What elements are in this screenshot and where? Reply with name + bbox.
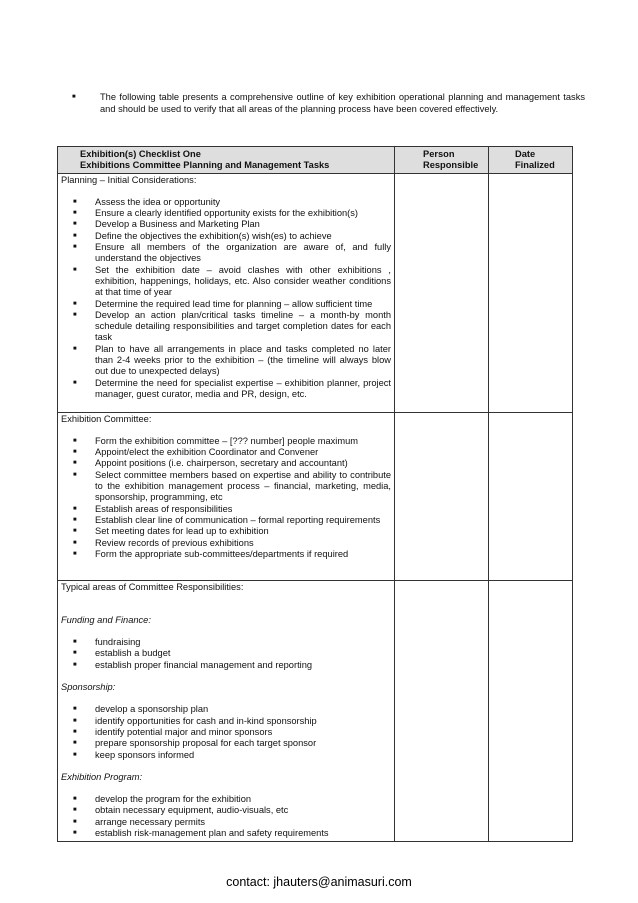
bullet-icon: ■ — [72, 94, 76, 100]
bullet-icon: ■ — [73, 437, 77, 444]
bullet-icon: ■ — [73, 650, 77, 657]
bullet-icon: ■ — [73, 751, 77, 758]
list-item-text: identify opportunities for cash and in-kind sponsorship — [95, 715, 317, 726]
planning-list — [61, 197, 391, 400]
bullet-icon: ■ — [73, 661, 77, 668]
list-item — [61, 265, 391, 299]
bullet-icon: ■ — [73, 232, 77, 239]
intro-paragraph — [70, 91, 585, 115]
bullet-icon: ■ — [73, 528, 77, 535]
sponsorship-title: Sponsorship: — [61, 682, 116, 693]
responsibilities-cell — [58, 580, 395, 842]
list-item — [61, 716, 391, 727]
bullet-icon: ■ — [73, 796, 77, 803]
list-item-text: identify potential major and minor sponsors — [95, 726, 273, 737]
list-item-text: Set the exhibition date – avoid clashes with other exhibitions , exhibition, happenings, holidays, etc. Also consider weather conditions at that time of year — [95, 264, 391, 298]
table-row — [58, 412, 573, 580]
bullet-icon: ■ — [73, 311, 77, 318]
date-cell — [489, 412, 573, 580]
date-cell — [489, 580, 573, 842]
list-item — [61, 704, 391, 715]
list-item — [61, 648, 391, 659]
footer-contact: contact: jhauters@animasuri.com — [226, 875, 412, 889]
bullet-icon: ■ — [73, 449, 77, 456]
list-item-text: prepare sponsorship proposal for each target sponsor — [95, 738, 317, 749]
list-item-text: Review records of previous exhibitions — [95, 537, 254, 548]
header-date-line2: Finalized — [515, 160, 555, 171]
header-title-line1: Exhibition(s) Checklist One — [80, 149, 201, 159]
list-item — [61, 515, 391, 526]
header-person-line2: Responsible — [423, 160, 479, 171]
bullet-icon: ■ — [73, 706, 77, 713]
list-item — [61, 242, 391, 265]
person-cell — [395, 412, 489, 580]
bullet-icon: ■ — [73, 728, 77, 735]
program-title: Exhibition Program: — [61, 771, 143, 782]
list-item — [61, 817, 391, 828]
list-item-text: Assess the idea or opportunity — [95, 196, 221, 207]
list-item-text: establish proper financial management and reporting — [95, 659, 313, 670]
bullet-icon: ■ — [73, 460, 77, 467]
list-item-text: Ensure all members of the organization are aware of, and fully understand the objectives — [95, 242, 391, 264]
header-date — [489, 147, 573, 174]
header-person-line1: Person — [423, 149, 455, 159]
list-item-text: Ensure a clearly identified opportunity exists for the exhibition(s) — [95, 208, 359, 219]
person-cell — [395, 173, 489, 412]
list-item-text: Develop an action plan/critical tasks timeline – a month-by month schedule detailing responsibilities and target completion dates for each task — [95, 309, 391, 343]
committee-heading: Exhibition Committee: — [61, 413, 152, 424]
bullet-icon: ■ — [73, 345, 77, 352]
list-item-text: arrange necessary permits — [95, 816, 206, 827]
bullet-icon: ■ — [73, 717, 77, 724]
list-item-text: develop the program for the exhibition — [95, 794, 252, 805]
list-item — [61, 378, 391, 401]
list-item — [61, 458, 391, 469]
list-item — [61, 208, 391, 219]
bullet-icon: ■ — [73, 244, 77, 251]
person-cell — [395, 580, 489, 842]
list-item — [61, 750, 391, 761]
list-item-text: Plan to have all arrangements in place and tasks completed no later than 2-4 weeks prior to the exhibition – (the timeline will always blow out due to unexpected delays) — [95, 343, 391, 377]
bullet-icon: ■ — [73, 818, 77, 825]
intro-text: The following table presents a comprehensive outline of key exhibition operational planning and management tasks and should be used to verify that all areas of the planning process have been covered effectively. — [100, 92, 585, 114]
list-item-text: Develop a Business and Marketing Plan — [95, 219, 260, 230]
list-item — [61, 637, 391, 648]
checklist-table — [57, 146, 573, 842]
list-item-text: Appoint positions (i.e. chairperson, secretary and accountant) — [95, 458, 348, 469]
list-item — [61, 727, 391, 738]
table-header-row — [58, 147, 573, 174]
bullet-icon: ■ — [73, 210, 77, 217]
list-item-text: Define the objectives the exhibition(s) wish(es) to achieve — [95, 230, 332, 241]
list-item-text: Set meeting dates for lead up to exhibition — [95, 526, 269, 537]
bullet-icon: ■ — [73, 539, 77, 546]
list-item-text: develop a sponsorship plan — [95, 704, 209, 715]
list-item — [61, 538, 391, 549]
list-item — [61, 549, 391, 560]
list-item — [61, 805, 391, 816]
list-item-text: establish a budget — [95, 648, 171, 659]
list-item-text: Establish clear line of communication – formal reporting requirements — [95, 514, 381, 525]
list-item-text: Establish areas of responsibilities — [95, 503, 233, 514]
header-person — [395, 147, 489, 174]
list-item — [61, 660, 391, 671]
bullet-icon: ■ — [73, 550, 77, 557]
list-item-text: Form the exhibition committee – [??? number] people maximum — [95, 435, 359, 446]
list-item — [61, 219, 391, 230]
bullet-icon: ■ — [73, 505, 77, 512]
bullet-icon: ■ — [73, 516, 77, 523]
date-cell — [489, 173, 573, 412]
header-title-line2: Exhibitions Committee Planning and Management Tasks — [80, 160, 330, 171]
list-item — [61, 738, 391, 749]
list-item — [61, 828, 391, 839]
list-item — [61, 436, 391, 447]
bullet-icon: ■ — [73, 300, 77, 307]
list-item — [61, 197, 391, 208]
list-item-text: Select committee members based on expertise and ability to contribute to the exhibition management process – financial, marketing, media, sponsorship, programming, etc — [95, 469, 391, 503]
list-item — [61, 231, 391, 242]
list-item-text: Determine the need for specialist expertise – exhibition planner, project manager, guest curator, media and PR, design, etc. — [95, 377, 391, 399]
list-item-text: keep sponsors informed — [95, 749, 195, 760]
header-tasks — [58, 147, 395, 174]
planning-cell — [58, 173, 395, 412]
list-item — [61, 344, 391, 378]
list-item — [61, 504, 391, 515]
committee-list — [61, 436, 391, 560]
list-item-text: Form the appropriate sub-committees/departments if required — [95, 548, 349, 559]
bullet-icon: ■ — [73, 740, 77, 747]
list-item — [61, 470, 391, 504]
sponsorship-list — [61, 704, 391, 760]
committee-cell — [58, 412, 395, 580]
list-item — [61, 447, 391, 458]
responsibilities-heading: Typical areas of Committee Responsibilities: — [61, 581, 244, 592]
bullet-icon: ■ — [73, 807, 77, 814]
bullet-icon: ■ — [73, 266, 77, 273]
table-row — [58, 173, 573, 412]
list-item — [61, 794, 391, 805]
program-list — [61, 794, 391, 839]
table-row — [58, 580, 573, 842]
list-item-text: fundraising — [95, 637, 141, 648]
bullet-icon: ■ — [73, 830, 77, 837]
list-item — [61, 299, 391, 310]
funding-list — [61, 637, 391, 671]
list-item-text: establish risk-management plan and safety requirements — [95, 828, 329, 839]
list-item — [61, 526, 391, 537]
bullet-icon: ■ — [73, 471, 77, 478]
planning-heading: Planning – Initial Considerations: — [61, 174, 197, 185]
bullet-icon: ■ — [73, 379, 77, 386]
bullet-icon: ■ — [73, 198, 77, 205]
header-date-line1: Date — [515, 149, 536, 159]
list-item-text: Appoint/elect the exhibition Coordinator and Convener — [95, 447, 319, 458]
bullet-icon: ■ — [73, 221, 77, 228]
funding-title: Funding and Finance: — [61, 614, 151, 625]
list-item-text: obtain necessary equipment, audio-visuals, etc — [95, 805, 289, 816]
list-item — [61, 310, 391, 344]
bullet-icon: ■ — [73, 639, 77, 646]
list-item-text: Determine the required lead time for planning – allow sufficient time — [95, 298, 373, 309]
